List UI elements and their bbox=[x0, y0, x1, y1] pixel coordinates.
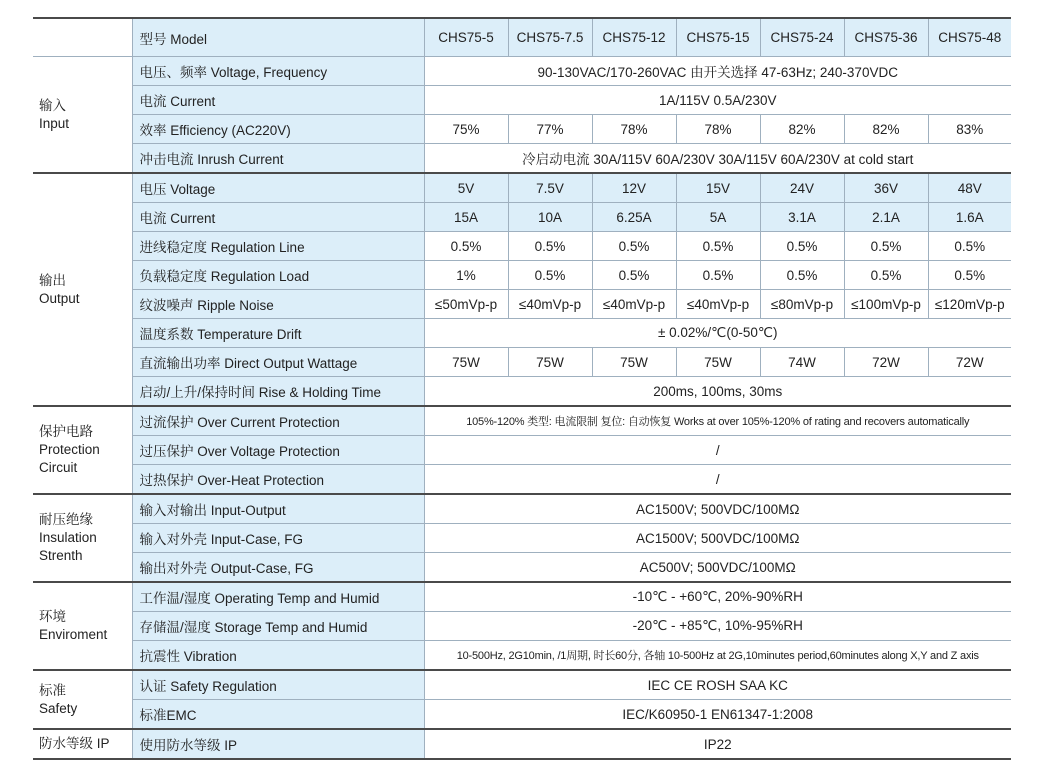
param-value: 83% bbox=[928, 115, 1011, 144]
param-value: 105%-120% 类型: 电流限制 复位: 自动恢复 Works at over 105%-120% of rating and recovers automatically bbox=[424, 406, 1011, 436]
param-value: 74W bbox=[760, 348, 844, 377]
category-environment bbox=[33, 582, 132, 670]
param-label: 冲击电流 Inrush Current bbox=[132, 144, 424, 174]
param-value: 5V bbox=[424, 173, 508, 203]
param-value: 0.5% bbox=[844, 232, 928, 261]
param-value: 10A bbox=[508, 203, 592, 232]
model-name: CHS75-12 bbox=[592, 18, 676, 57]
param-value: 5A bbox=[676, 203, 760, 232]
input-current-row bbox=[33, 86, 1011, 115]
param-label: 电压、频率 Voltage, Frequency bbox=[132, 57, 424, 86]
param-value: 10-500Hz, 2G10min, /1周期, 时长60分, 各轴 10-500Hz at 2G,10minutes period,60minutes along X,Y and Z axis bbox=[424, 641, 1011, 671]
param-value: 7.5V bbox=[508, 173, 592, 203]
param-value: 0.5% bbox=[676, 232, 760, 261]
param-value: 1A/115V 0.5A/230V bbox=[424, 86, 1011, 115]
param-label: 存储温/湿度 Storage Temp and Humid bbox=[132, 612, 424, 641]
model-name: CHS75-48 bbox=[928, 18, 1011, 57]
param-value: 48V bbox=[928, 173, 1011, 203]
category-label: 标准 bbox=[39, 682, 66, 698]
inrush-row bbox=[33, 144, 1011, 174]
param-value: 0.5% bbox=[676, 261, 760, 290]
category-label: Output bbox=[39, 290, 80, 306]
param-value: 200ms, 100ms, 30ms bbox=[424, 377, 1011, 407]
param-value: 75% bbox=[424, 115, 508, 144]
param-label: 直流输出功率 Direct Output Wattage bbox=[132, 348, 424, 377]
param-label: 工作温/湿度 Operating Temp and Humid bbox=[132, 582, 424, 612]
param-value: 24V bbox=[760, 173, 844, 203]
param-label: 认证 Safety Regulation bbox=[132, 670, 424, 700]
param-value: 82% bbox=[760, 115, 844, 144]
param-value: ≤100mVp-p bbox=[844, 290, 928, 319]
param-value: ≤120mVp-p bbox=[928, 290, 1011, 319]
param-value: -20℃ - +85℃, 10%-95%RH bbox=[424, 612, 1011, 641]
model-name: CHS75-36 bbox=[844, 18, 928, 57]
model-name: CHS75-7.5 bbox=[508, 18, 592, 57]
param-value: AC1500V; 500VDC/100MΩ bbox=[424, 494, 1011, 524]
input-voltage-row bbox=[33, 57, 1011, 86]
param-label: 抗震性 Vibration bbox=[132, 641, 424, 671]
param-value: IEC/K60950-1 EN61347-1:2008 bbox=[424, 700, 1011, 730]
param-value: AC500V; 500VDC/100MΩ bbox=[424, 553, 1011, 583]
param-label: 效率 Efficiency (AC220V) bbox=[132, 115, 424, 144]
param-label: 标准EMC bbox=[132, 700, 424, 730]
param-label: 温度系数 Temperature Drift bbox=[132, 319, 424, 348]
param-label: 过流保护 Over Current Protection bbox=[132, 406, 424, 436]
param-label: 过压保护 Over Voltage Protection bbox=[132, 436, 424, 465]
param-label: 进线稳定度 Regulation Line bbox=[132, 232, 424, 261]
param-label: 输入对输出 Input-Output bbox=[132, 494, 424, 524]
category-protection bbox=[33, 406, 132, 494]
param-value: / bbox=[424, 465, 1011, 495]
param-value: 75W bbox=[424, 348, 508, 377]
param-label: 输入对外壳 Input-Case, FG bbox=[132, 524, 424, 553]
input-output-row bbox=[33, 494, 1011, 524]
param-label: 使用防水等级 IP bbox=[132, 729, 424, 759]
param-value: 冷启动电流 30A/115V 60A/230V 30A/115V 60A/230V at cold start bbox=[424, 144, 1011, 174]
efficiency-row bbox=[33, 115, 1011, 144]
category-insulation bbox=[33, 494, 132, 582]
param-value: 0.5% bbox=[928, 232, 1011, 261]
param-value: 90-130VAC/170-260VAC 由开关选择 47-63Hz; 240-370VDC bbox=[424, 57, 1011, 86]
emc-row bbox=[33, 700, 1011, 730]
param-label: 输出对外壳 Output-Case, FG bbox=[132, 553, 424, 583]
param-value: 3.1A bbox=[760, 203, 844, 232]
param-value: 1.6A bbox=[928, 203, 1011, 232]
param-value: ± 0.02%/℃(0-50℃) bbox=[424, 319, 1011, 348]
output-current-row bbox=[33, 203, 1011, 232]
model-name: CHS75-5 bbox=[424, 18, 508, 57]
storage-temp-row bbox=[33, 612, 1011, 641]
param-value: -10℃ - +60℃, 20%-90%RH bbox=[424, 582, 1011, 612]
ocp-row bbox=[33, 406, 1011, 436]
category-input bbox=[33, 57, 132, 174]
category-output bbox=[33, 173, 132, 406]
param-value: 78% bbox=[592, 115, 676, 144]
param-value: 0.5% bbox=[508, 232, 592, 261]
operating-temp-row bbox=[33, 582, 1011, 612]
param-label: 负载稳定度 Regulation Load bbox=[132, 261, 424, 290]
param-value: 0.5% bbox=[592, 232, 676, 261]
category-label: 输入 bbox=[39, 97, 66, 113]
category-label: Insulation bbox=[39, 530, 97, 545]
ip-row bbox=[33, 729, 1011, 759]
param-value: ≤40mVp-p bbox=[508, 290, 592, 319]
category-safety bbox=[33, 670, 132, 729]
category-label: Protection bbox=[39, 442, 100, 457]
category-label: 输出 bbox=[39, 272, 66, 288]
category-label: Enviroment bbox=[39, 627, 108, 642]
param-value: IEC CE ROSH SAA KC bbox=[424, 670, 1011, 700]
safety-regulation-row bbox=[33, 670, 1011, 700]
param-value: 0.5% bbox=[508, 261, 592, 290]
category-ip bbox=[33, 729, 132, 759]
ovp-row bbox=[33, 436, 1011, 465]
category-label: Safety bbox=[39, 700, 78, 716]
param-label: 纹波噪声 Ripple Noise bbox=[132, 290, 424, 319]
load-regulation-row bbox=[33, 261, 1011, 290]
param-value: AC1500V; 500VDC/100MΩ bbox=[424, 524, 1011, 553]
model-name: CHS75-24 bbox=[760, 18, 844, 57]
param-value: 75W bbox=[592, 348, 676, 377]
param-label: 电流 Current bbox=[132, 86, 424, 115]
param-value: ≤40mVp-p bbox=[592, 290, 676, 319]
param-value: 75W bbox=[676, 348, 760, 377]
model-name: CHS75-15 bbox=[676, 18, 760, 57]
spec-table bbox=[33, 17, 1011, 760]
param-value: 0.5% bbox=[928, 261, 1011, 290]
param-value: 0.5% bbox=[592, 261, 676, 290]
param-value: 36V bbox=[844, 173, 928, 203]
category-label: 保护电路 bbox=[39, 424, 93, 439]
param-label: 启动/上升/保持时间 Rise & Holding Time bbox=[132, 377, 424, 407]
param-value: 78% bbox=[676, 115, 760, 144]
category-label: 耐压绝缘 bbox=[39, 512, 93, 527]
param-value: 1% bbox=[424, 261, 508, 290]
ripple-row bbox=[33, 290, 1011, 319]
output-voltage-row bbox=[33, 173, 1011, 203]
vibration-row bbox=[33, 641, 1011, 671]
category-label: Input bbox=[39, 115, 70, 131]
param-value: 77% bbox=[508, 115, 592, 144]
param-value: / bbox=[424, 436, 1011, 465]
param-value: IP22 bbox=[424, 729, 1011, 759]
param-value: 0.5% bbox=[760, 261, 844, 290]
param-label: 过热保护 Over-Heat Protection bbox=[132, 465, 424, 495]
header-row bbox=[33, 18, 1011, 57]
param-value: 12V bbox=[592, 173, 676, 203]
param-value: 0.5% bbox=[424, 232, 508, 261]
param-label: 电压 Voltage bbox=[132, 173, 424, 203]
line-regulation-row bbox=[33, 232, 1011, 261]
param-value: 75W bbox=[508, 348, 592, 377]
category-label: 防水等级 IP bbox=[39, 736, 110, 751]
category-label: 环境 bbox=[39, 609, 66, 624]
param-value: 15A bbox=[424, 203, 508, 232]
rise-holding-row bbox=[33, 377, 1011, 407]
ohp-row bbox=[33, 465, 1011, 495]
output-case-row bbox=[33, 553, 1011, 583]
param-value: 72W bbox=[844, 348, 928, 377]
wattage-row bbox=[33, 348, 1011, 377]
model-label: 型号 Model bbox=[132, 18, 424, 57]
param-value: 2.1A bbox=[844, 203, 928, 232]
param-value: 6.25A bbox=[592, 203, 676, 232]
param-label: 电流 Current bbox=[132, 203, 424, 232]
param-value: ≤40mVp-p bbox=[676, 290, 760, 319]
param-value: 0.5% bbox=[760, 232, 844, 261]
header-corner bbox=[33, 18, 132, 57]
param-value: 15V bbox=[676, 173, 760, 203]
param-value: ≤80mVp-p bbox=[760, 290, 844, 319]
temperature-drift-row bbox=[33, 319, 1011, 348]
param-value: ≤50mVp-p bbox=[424, 290, 508, 319]
category-label: Circuit bbox=[39, 460, 78, 475]
param-value: 0.5% bbox=[844, 261, 928, 290]
input-case-row bbox=[33, 524, 1011, 553]
category-label: Strenth bbox=[39, 548, 83, 563]
param-value: 82% bbox=[844, 115, 928, 144]
param-value: 72W bbox=[928, 348, 1011, 377]
